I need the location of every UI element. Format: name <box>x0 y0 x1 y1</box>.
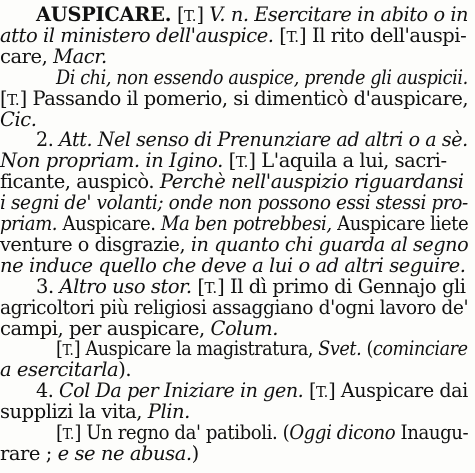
text-segment: in quanto chi guarda al segno <box>190 232 469 256</box>
text-segment: Inaugu <box>395 421 463 444</box>
source-tag: T. <box>62 341 74 360</box>
text-segment: ). <box>118 358 132 382</box>
headword: AUSPICARE. <box>36 3 172 26</box>
source-tag: T. <box>235 153 249 172</box>
text-segment: [ <box>222 149 236 173</box>
text-segment: [ <box>56 421 63 444</box>
text-segment: ] <box>196 3 210 26</box>
text-segment: ne induce quello che deve a lui o ad altri seguire. <box>0 253 466 277</box>
text-line <box>56 337 468 360</box>
source-tag: T. <box>286 27 300 46</box>
text-segment: priam. <box>0 212 58 235</box>
text-segment: 2. <box>36 128 59 152</box>
text-segment: Plin. <box>147 400 190 424</box>
text-segment: ficante, auspicò. <box>0 170 160 194</box>
text-segment: ] Il dì primo di Gennajo gli <box>217 274 466 298</box>
source-tag: T. <box>315 383 329 402</box>
text-segment: [ <box>191 274 205 298</box>
source-tag: T. <box>62 425 75 443</box>
text-segment: Colum. <box>210 316 278 340</box>
text-segment: rare ; <box>0 441 58 465</box>
text-segment: Col Da per Iniziare in gen. <box>58 379 304 403</box>
text-segment: ] Un regno da' patiboli. ( <box>74 421 290 444</box>
text-segment: ) <box>191 441 199 465</box>
source-tag: T. <box>7 90 20 109</box>
text-segment: [ <box>303 379 316 403</box>
text-segment: care, <box>0 44 54 68</box>
text-segment: i segni de' volanti; onde non possono essi stessi pro- <box>0 191 468 215</box>
text-line <box>36 379 468 402</box>
text-line <box>0 108 36 131</box>
text-segment: Perchè nell'auspizio riguardansi <box>159 170 464 194</box>
text-line <box>36 3 468 26</box>
text-line <box>56 421 468 444</box>
text-line <box>0 358 131 381</box>
text-segment: Macr. <box>53 44 107 68</box>
text-segment: - <box>462 421 469 444</box>
text-segment: Svet. <box>318 337 362 361</box>
text-segment: 3. <box>36 274 60 298</box>
text-segment: agricoltori più religiosi assaggiano d'ogni lavoro de' <box>0 295 469 319</box>
text-segment: venture o disgrazie, <box>0 232 191 256</box>
text-line <box>36 128 468 151</box>
source-tag: T. <box>204 278 218 297</box>
text-line <box>0 317 278 340</box>
text-segment: Oggi dicono <box>289 421 396 444</box>
text-segment: Auspicare liete <box>331 212 469 235</box>
text-segment: campi, per auspicare, <box>0 316 211 340</box>
text-line <box>0 400 190 423</box>
text-segment: [ <box>273 23 287 47</box>
text-segment: ( <box>361 337 373 361</box>
text-line <box>0 191 468 214</box>
text-segment: Di chi, non essendo auspice, prende gli auspicii. <box>56 65 468 89</box>
text-segment: 4. <box>36 379 59 403</box>
text-segment: ] L'aquila a lui, sacri- <box>248 149 447 173</box>
text-segment: [ <box>171 3 185 26</box>
text-segment: a esercitarla <box>0 358 119 382</box>
text-segment: ] Auspicare la magistratura, <box>73 337 319 361</box>
text-segment: Non propriam. in Igino. <box>0 149 223 173</box>
text-segment: V. n. Esercitare in abito o in <box>209 3 469 26</box>
text-segment: Ma ben potrebbesi, <box>160 212 332 235</box>
text-segment: ] Il rito dell'auspi- <box>299 23 467 47</box>
text-line <box>0 212 468 235</box>
text-segment: Altro uso stor. <box>59 274 192 298</box>
text-segment: ] Auspicare dai <box>328 379 468 403</box>
text-line <box>36 275 466 298</box>
text-segment: Cic. <box>0 107 37 131</box>
text-line <box>0 233 468 256</box>
text-segment: [ <box>56 337 63 361</box>
text-line <box>0 45 107 68</box>
source-tag: T. <box>184 7 197 25</box>
text-line <box>0 24 466 47</box>
text-segment: ] Passando il pomerio, si dimenticò d'auspicare, <box>19 86 469 110</box>
text-segment: Auspicare. <box>57 212 161 235</box>
text-line <box>56 66 468 89</box>
text-line <box>0 149 447 172</box>
text-line <box>0 170 464 193</box>
text-segment: atto il ministero dell'auspice. <box>0 23 274 47</box>
text-line <box>0 442 199 465</box>
text-line <box>0 296 468 319</box>
text-segment: Att. Nel senso di Prenunziare ad altri o a sè. <box>58 128 468 152</box>
text-segment: [ <box>0 86 8 110</box>
text-line <box>0 87 468 110</box>
text-segment: e se ne abusa. <box>57 441 192 465</box>
text-line <box>0 254 465 277</box>
text-segment: supplizi la vita, <box>0 400 148 424</box>
text-segment: cominciare <box>372 337 468 361</box>
